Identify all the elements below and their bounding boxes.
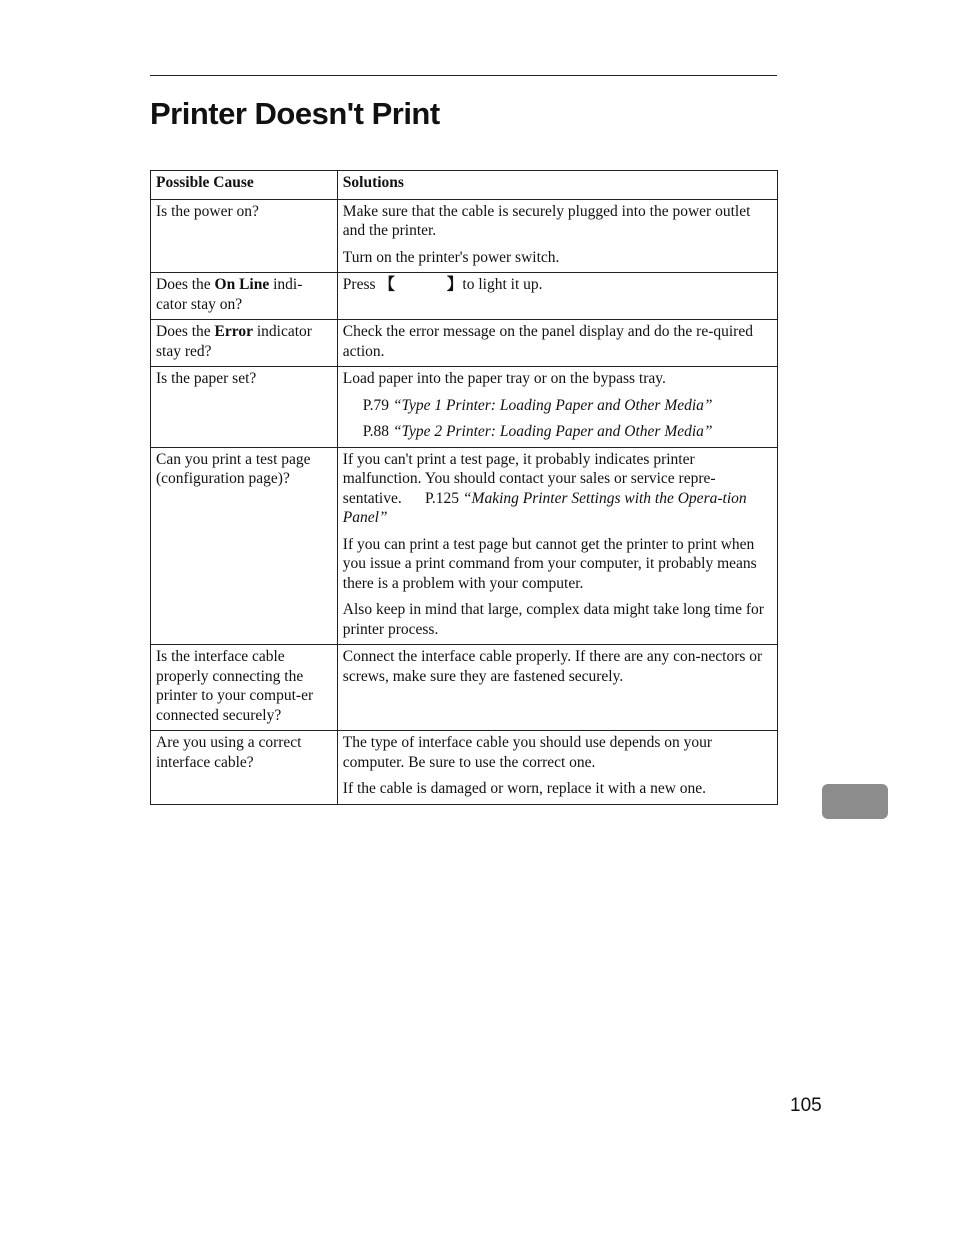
solution-text: If you can print a test page but cannot get the printer to print when you issue a print command from your computer, it probably means there is a problem with your computer. [342, 535, 757, 592]
solution-cell [337, 731, 777, 805]
cause-cell [151, 273, 338, 320]
key-bracket-open: 【 [379, 276, 395, 293]
key-bracket-close: 】 [446, 276, 463, 293]
reference-page: P.79 [362, 396, 390, 414]
cause-text: Does the [156, 323, 215, 340]
table-row [151, 199, 778, 273]
solution-cell [337, 273, 777, 320]
cause-text: indi-cator stay on? [156, 276, 303, 313]
solution-cell [337, 645, 777, 731]
reference-title: “Type 1 Printer: Loading Paper and Other Media” [392, 396, 713, 414]
chapter-tab [822, 784, 888, 819]
reference-page: P.88 [362, 423, 390, 440]
solution-cell [337, 447, 777, 645]
cause-text: Does the [156, 276, 215, 293]
page-title: Printer Doesn't Print [150, 96, 440, 131]
solution-text [343, 275, 772, 295]
reference-title: “Making Printer Settings with the Opera-tion Panel” [342, 489, 747, 526]
solution-text: The type of interface cable you should use depends on your computer. Be sure to use the correct one. [342, 734, 713, 771]
solution-text: Check the error message on the panel display and do the re-quired action. [342, 323, 753, 360]
reference-title: “Type 2 Printer: Loading Paper and Other Media” [392, 423, 713, 440]
header-rule [150, 75, 777, 76]
reference-page: P.125 [425, 489, 460, 507]
column-header-solutions: Solutions [337, 171, 777, 200]
table-row [151, 367, 778, 448]
on-line-label: On Line [214, 276, 270, 293]
cause-cell: Is the interface cable properly connecting the printer to your comput-er connected securely? [151, 645, 338, 731]
table-row [151, 320, 778, 367]
page-reference[interactable] [343, 490, 747, 527]
error-label: Error [214, 323, 253, 340]
table-row [151, 731, 778, 805]
solution-text: Turn on the printer's power switch. [342, 248, 560, 266]
table-header-row [151, 171, 778, 200]
solution-text: Connect the interface cable properly. If there are any con-nectors or screws, make sure they are fastened securely. [342, 648, 763, 685]
solution-text: Load paper into the paper tray or on the bypass tray. [342, 370, 666, 387]
solution-text [343, 450, 772, 528]
table-row [151, 273, 778, 320]
cause-cell: Can you print a test page (configuration page)? [151, 447, 338, 645]
cause-cell: Are you using a correct interface cable? [151, 731, 338, 805]
cause-cell: Is the paper set? [151, 367, 338, 448]
solution-text: If the cable is damaged or worn, replace it with a new one. [342, 780, 707, 797]
solution-text: Also keep in mind that large, complex data might take long time for printer process. [342, 601, 764, 638]
page-reference[interactable] [343, 396, 772, 416]
solution-text: Make sure that the cable is securely plugged into the power outlet and the printer. [342, 202, 751, 239]
page-reference[interactable] [343, 422, 772, 442]
table-row [151, 447, 778, 645]
solution-cell [337, 367, 777, 448]
cause-cell [151, 320, 338, 367]
table-row [151, 645, 778, 731]
cause-text: indicator stay red? [156, 323, 312, 360]
solution-cell [337, 320, 777, 367]
solution-sentence: If you can't print a test page, it probably indicates printer malfunction. You should contact your sales or service repre-sentative. [342, 450, 716, 507]
column-header-cause: Possible Cause [151, 171, 338, 200]
press-text: to light it up. [462, 276, 543, 293]
cause-cell: Is the power on? [151, 199, 338, 273]
solution-cell [337, 199, 777, 273]
page-number: 105 [790, 1095, 822, 1116]
troubleshooting-table [150, 170, 778, 805]
press-text: Press [342, 276, 376, 293]
